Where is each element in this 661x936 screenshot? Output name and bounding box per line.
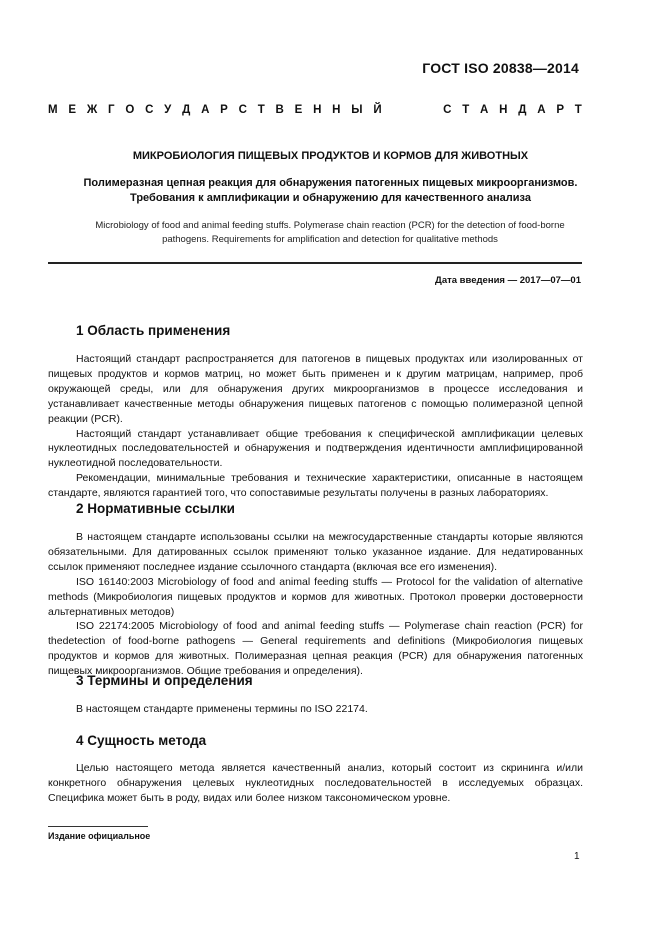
footer-divider (48, 826, 148, 827)
document-title: МИКРОБИОЛОГИЯ ПИЩЕВЫХ ПРОДУКТОВ И КОРМОВ ДЛЯ ЖИВОТНЫХ (132, 150, 529, 162)
banner-letter: Т (462, 104, 470, 116)
paragraph: Настоящий стандарт распространяется для патогенов в пищевых продуктах или изолированных от пищевых продуктов и кормов матриц, но может быть применен и к другим матрицам, например, проб окружающей среды, или для обнаружения других микроорганизмов в процессе исследования и устанавливает качественные методы обнаружения пищевых патогенов с помощью полимеразной цепной реакции (PCR). (48, 353, 583, 425)
section-heading-terms-definitions: 3 Термины и определения (76, 673, 253, 688)
section-body-terms-definitions (48, 702, 583, 717)
english-title-line: pathogens. Requirements for amplification and detection for qualitative methods (162, 234, 498, 245)
interstate-standard-banner (48, 104, 582, 116)
banner-letter: С (145, 104, 154, 116)
paragraph: Рекомендации, минимальные требования и технические характеристики, описанные в настоящем стандарте, являются гарантией того, что сопоставимые результаты получены в разных лабораториях. (48, 472, 583, 500)
banner-letter: О (125, 104, 135, 116)
banner-letter: В (275, 104, 284, 116)
banner-letter: Ы (351, 104, 363, 116)
banner-letter: Н (313, 104, 322, 116)
banner-letter: Е (68, 104, 77, 116)
english-title-line: Microbiology of food and animal feeding stuffs. Polymerase chain reaction (PCR) for the detection of food-borne (95, 220, 565, 231)
banner-letter: Е (294, 104, 303, 116)
paragraph: Настоящий стандарт устанавливает общие требования к специфической амплификации целевых нуклеотидных последовательностей и обнаружения и подтверждения идентичности амплифицированной нуклеотидной последовательности. (48, 427, 583, 470)
banner-letter: Н (332, 104, 341, 116)
section-heading-normative-references: 2 Нормативные ссылки (76, 501, 235, 516)
paragraph: ISO 22174:2005 Microbiology of food and animal feeding stuffs — Polymerase chain reaction (PCR) for thedetection of food-borne pathogens — General requirements and definitions (Микробиология пищевых продуктов и кормов для животных. Полимеразная цепная реакция (PCR) для обнаружения патогенных пищевых микроорганизмов. Общие требования и определения). (48, 620, 583, 678)
banner-letter: Д (518, 104, 527, 116)
banner-letter: У (164, 104, 172, 116)
banner-gap (392, 104, 432, 116)
official-edition-label: Издание официальное (48, 831, 151, 841)
banner-letter: Р (220, 104, 228, 116)
banner-letter: Т (574, 104, 582, 116)
banner-letter: А (201, 104, 210, 116)
title-divider (48, 262, 582, 264)
page-number: 1 (574, 851, 580, 862)
banner-letter: А (480, 104, 489, 116)
subtitle-line: Полимеразная цепная реакция для обнаружения патогенных пищевых микроорганизмов. (83, 177, 578, 189)
banner-letter: Г (108, 104, 115, 116)
banner-letter: Р (556, 104, 564, 116)
paragraph: В настоящем стандарте использованы ссылки на межгосударственные стандарты которые являются обязательными. Для датированных ссылок применяют только указанное издание. Для недатированных ссылок применяют последнее издание ссылочного стандарта (включая все его изменения). (48, 531, 583, 573)
banner-letter: Й (373, 104, 382, 116)
introduction-date: Дата введения — 2017—07—01 (435, 275, 581, 286)
banner-letter: Н (499, 104, 508, 116)
paragraph: Целью настоящего метода является качественный анализ, который состоит из скрининга и/или конкретного обнаружения целевых нуклеотидных последовательностей в исследуемых образцах. Специфика может быть в роду, видах или более низком таксономическом уровне. (48, 762, 583, 804)
banner-letter: С (443, 104, 452, 116)
standard-code: ГОСТ ISO 20838—2014 (422, 60, 579, 76)
banner-letter: М (48, 104, 58, 116)
english-title (90, 219, 570, 247)
section-body-scope (48, 352, 583, 501)
section-heading-method-principle: 4 Сущность метода (76, 733, 207, 748)
banner-letter: А (537, 104, 546, 116)
paragraph: В настоящем стандарте применены термины по ISO 22174. (76, 703, 368, 715)
document-subtitle (48, 176, 613, 206)
banner-letter: Т (257, 104, 265, 116)
banner-letter: Ж (86, 104, 98, 116)
section-body-method-principle (48, 761, 583, 806)
section-heading-scope: 1 Область применения (76, 323, 231, 338)
banner-letter: С (238, 104, 247, 116)
paragraph: ISO 16140:2003 Microbiology of food and animal feeding stuffs — Protocol for the validation of alternative methods (Микробиология пищевых продуктов и кормов для животных. Протокол проверки достоверности альтернативных методов) (48, 575, 583, 618)
section-body-normative-references (48, 530, 583, 679)
banner-letter: Д (182, 104, 191, 116)
subtitle-line: Требования к амплификации и обнаружению для качественного анализа (130, 192, 531, 204)
